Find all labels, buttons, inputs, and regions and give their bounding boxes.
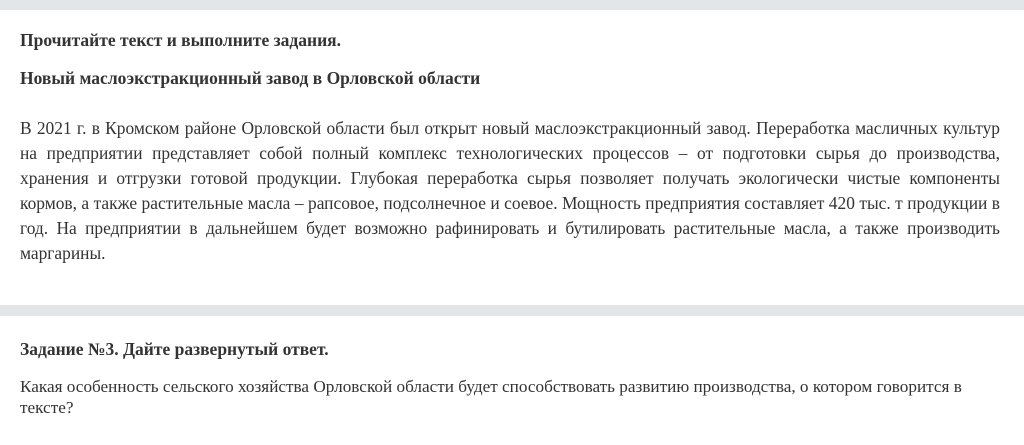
task-question: Какая особенность сельского хозяйства Орловской области будет способствовать развитию производства, о котором говорится в тексте? — [20, 377, 962, 417]
instruction-heading: Прочитайте текст и выполните задания. — [20, 30, 342, 50]
top-divider — [0, 0, 1024, 10]
task-heading: Задание №3. Дайте развернутый ответ. — [20, 339, 329, 359]
reading-text-card — [0, 10, 1024, 305]
text-body: В 2021 г. в Кромском районе Орловской области был открыт новый маслоэкстракционный завод. Переработка масличных культур на предприятии представляет собой полный комплекс технологических процессов – от подготовки сырья до производства, хранения и отгрузки готовой продукции. Глубокая переработка сырья позволяет получать экологически чистые компоненты кормов, а также растительные масла – рапсовое, подсолнечное и соевое. Мощность предприятия составляет 420 тыс. т продукции в год. На предприятии в дальнейшем будет возможно рафинировать и бутилировать растительные масла, а также производить маргарины. — [20, 118, 1000, 263]
text-title: Новый маслоэкстракционный завод в Орловской области — [20, 68, 481, 88]
section-divider — [0, 305, 1024, 316]
task-card — [0, 316, 1024, 445]
